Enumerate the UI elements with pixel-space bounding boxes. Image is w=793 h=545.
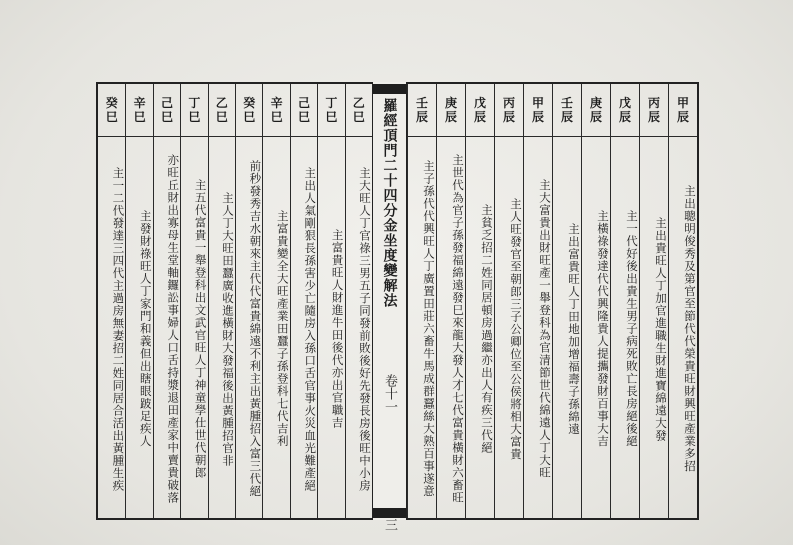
entry-text-content: 主人丁大旺田蠶廣收進橫財大發福後出黃腫招官非 bbox=[220, 191, 235, 467]
entry-header bbox=[318, 84, 344, 137]
entry-header-char: 癸 bbox=[105, 96, 118, 110]
entry-header bbox=[291, 84, 317, 137]
entry-column bbox=[639, 84, 668, 518]
book-title: 羅經頂門二十四分金坐度變解法 bbox=[381, 98, 398, 308]
entry-text-content: 主大富貴出財旺產一舉登科為官清節世代綿遠人丁大旺 bbox=[538, 179, 552, 479]
entry-header-char: 丙 bbox=[502, 96, 515, 110]
entry-column bbox=[153, 84, 180, 518]
entry-text-content: 主出富貴旺人丁田地加增福壽子孫綿遠 bbox=[567, 222, 581, 436]
entry-header-char: 丙 bbox=[647, 96, 660, 110]
entry-text-content: 主大旺人丁官祿三男五子同發前敗後好先發長房後旺中小房 bbox=[357, 166, 372, 492]
entry-text-content: 主人旺發官至朝郎三子公卿位至公侯將相大富貴 bbox=[509, 197, 523, 461]
entry-header-char: 辰 bbox=[589, 110, 602, 124]
entry-text-content: 主子孫代代興旺人丁廣置田莊六畜牛馬成群蠶絲大熟百事遂意 bbox=[422, 160, 436, 498]
entry-header-char: 壬 bbox=[415, 96, 428, 110]
entry-text-content: 主橫祿發達代代興隆貴人提攜發財百事大吉 bbox=[596, 210, 610, 448]
entry-column bbox=[345, 84, 372, 518]
entry-header bbox=[181, 84, 207, 137]
entry-text bbox=[346, 144, 372, 512]
entry-text bbox=[263, 144, 289, 512]
entry-text-content: 主五代富貴一舉登科出文武官旺人丁神童學仕世代朝郎 bbox=[193, 179, 208, 479]
entry-header-char: 壬 bbox=[560, 96, 573, 110]
entry-header-char: 巳 bbox=[105, 110, 118, 124]
entry-text-content: 主富貴變全大旺產業田蠶子孫登科七代吉利 bbox=[275, 210, 290, 448]
volume-label: 卷十一 bbox=[382, 374, 397, 413]
page-number: 三 bbox=[382, 518, 397, 531]
entry-header-char: 巳 bbox=[215, 110, 228, 124]
entry-column bbox=[180, 84, 207, 518]
entry-header bbox=[437, 84, 465, 137]
entry-text bbox=[98, 144, 125, 512]
entry-text bbox=[640, 144, 668, 512]
entry-header-char: 巳 bbox=[352, 110, 365, 124]
entry-header-char: 巳 bbox=[160, 110, 173, 124]
entry-column bbox=[523, 84, 552, 518]
entry-header bbox=[582, 84, 610, 137]
entry-text-content: 主出人氣剛狠長孫害少亡隨房入孫口舌官事火災血光難產絕 bbox=[303, 166, 318, 492]
entry-header bbox=[466, 84, 494, 137]
entry-header-char: 庚 bbox=[589, 96, 602, 110]
entry-column bbox=[290, 84, 317, 518]
entry-column bbox=[494, 84, 523, 518]
entry-column bbox=[436, 84, 465, 518]
entry-header-char: 辰 bbox=[560, 110, 573, 124]
entry-text-content: 主富貴旺人財進牛田後代亦出官職吉 bbox=[330, 229, 345, 429]
entry-text bbox=[181, 144, 207, 512]
entry-text bbox=[611, 144, 639, 512]
entry-header-char: 甲 bbox=[676, 96, 689, 110]
entry-header-char: 乙 bbox=[215, 96, 228, 110]
entry-header-char: 辰 bbox=[444, 110, 457, 124]
entry-text bbox=[154, 144, 180, 512]
entry-text-content: 主一二代發達三四代主過房無妻招二姓同居合活出黃腫生疾 bbox=[111, 166, 126, 492]
entry-header-char: 乙 bbox=[352, 96, 365, 110]
entry-header bbox=[154, 84, 180, 137]
entry-header-char: 戊 bbox=[618, 96, 631, 110]
entry-text-content: 主出貴旺人丁加官進職生財進寶綿遠大發 bbox=[654, 216, 668, 442]
entry-header-char: 辰 bbox=[618, 110, 631, 124]
entry-text bbox=[126, 144, 152, 512]
entry-header-char: 己 bbox=[160, 96, 173, 110]
entry-text bbox=[582, 144, 610, 512]
document-frame bbox=[96, 82, 699, 531]
entry-header bbox=[669, 84, 697, 137]
entry-header bbox=[236, 84, 262, 137]
entry-text bbox=[291, 144, 317, 512]
entry-header bbox=[640, 84, 668, 137]
entry-header-char: 戊 bbox=[473, 96, 486, 110]
entry-header bbox=[346, 84, 372, 137]
entry-text-content: 主世代為官子孫發福綿遠發巳來龍大發人才七代富貴橫財六畜旺 bbox=[451, 154, 465, 504]
entry-header-char: 巳 bbox=[325, 110, 338, 124]
entry-header-char: 辛 bbox=[270, 96, 283, 110]
entry-column bbox=[581, 84, 610, 518]
entry-header-char: 丁 bbox=[325, 96, 338, 110]
entry-header-char: 辰 bbox=[647, 110, 660, 124]
entry-header bbox=[126, 84, 152, 137]
bottom-black-bar bbox=[373, 508, 406, 518]
entry-header-char: 辛 bbox=[133, 96, 146, 110]
entry-column bbox=[125, 84, 152, 518]
entry-column bbox=[98, 84, 125, 518]
entry-column bbox=[235, 84, 262, 518]
entry-header-char: 巳 bbox=[243, 110, 256, 124]
entry-header bbox=[524, 84, 552, 137]
entry-text-content: 主貧乏招二姓同居頓房過繼亦出人有疾三代絕 bbox=[480, 204, 494, 454]
entry-text bbox=[553, 144, 581, 512]
entry-column bbox=[668, 84, 697, 518]
entry-text bbox=[495, 144, 523, 512]
entry-text bbox=[318, 144, 344, 512]
entry-header-char: 巳 bbox=[188, 110, 201, 124]
entry-header bbox=[611, 84, 639, 137]
entry-header-char: 甲 bbox=[531, 96, 544, 110]
entry-text bbox=[437, 144, 465, 512]
entry-header-char: 巳 bbox=[297, 110, 310, 124]
entry-header bbox=[98, 84, 125, 137]
entry-text bbox=[669, 144, 697, 512]
entry-header-char: 丁 bbox=[188, 96, 201, 110]
entry-header-char: 辰 bbox=[415, 110, 428, 124]
entry-text bbox=[408, 144, 436, 512]
entry-column bbox=[317, 84, 344, 518]
entry-header-char: 巳 bbox=[133, 110, 146, 124]
entry-header-char: 辰 bbox=[676, 110, 689, 124]
entry-header bbox=[408, 84, 436, 137]
entry-text-content: 亦旺丘財出寡母生堂軸鑼訟事婦人口舌持漿退田產家中賣貴破落 bbox=[166, 154, 181, 504]
entry-header-char: 己 bbox=[297, 96, 310, 110]
top-black-bar bbox=[373, 84, 406, 94]
entry-column bbox=[465, 84, 494, 518]
entry-header bbox=[209, 84, 235, 137]
entry-header-char: 庚 bbox=[444, 96, 457, 110]
entry-text-content: 主發財祿旺人丁家門和義但出瞎眼跛足疾人 bbox=[138, 210, 153, 448]
entry-text-content: 主一代好後出貴生男子病死敗亡長房絕後絕 bbox=[625, 210, 639, 448]
entry-column bbox=[208, 84, 235, 518]
entry-header-char: 巳 bbox=[270, 110, 283, 124]
entry-column bbox=[407, 84, 436, 518]
entry-header bbox=[495, 84, 523, 137]
entry-header-char: 辰 bbox=[531, 110, 544, 124]
entry-header-char: 癸 bbox=[243, 96, 256, 110]
entry-column bbox=[262, 84, 289, 518]
entry-text-content: 主出聰明俊秀及第官至節代代榮貴旺財興旺產業多招 bbox=[683, 185, 697, 473]
entry-header-char: 辰 bbox=[473, 110, 486, 124]
entry-column bbox=[552, 84, 581, 518]
center-title-column bbox=[372, 82, 407, 531]
entry-text bbox=[524, 144, 552, 512]
entry-text bbox=[209, 144, 235, 512]
entry-text bbox=[466, 144, 494, 512]
entry-column bbox=[610, 84, 639, 518]
entry-header-char: 辰 bbox=[502, 110, 515, 124]
entry-header bbox=[553, 84, 581, 137]
entry-header bbox=[263, 84, 289, 137]
entry-text-content: 前秒發秀吉水朝來主代代富貴綿遠不利主出黃腫招入富三代絕 bbox=[248, 160, 263, 498]
entry-text bbox=[236, 144, 262, 512]
